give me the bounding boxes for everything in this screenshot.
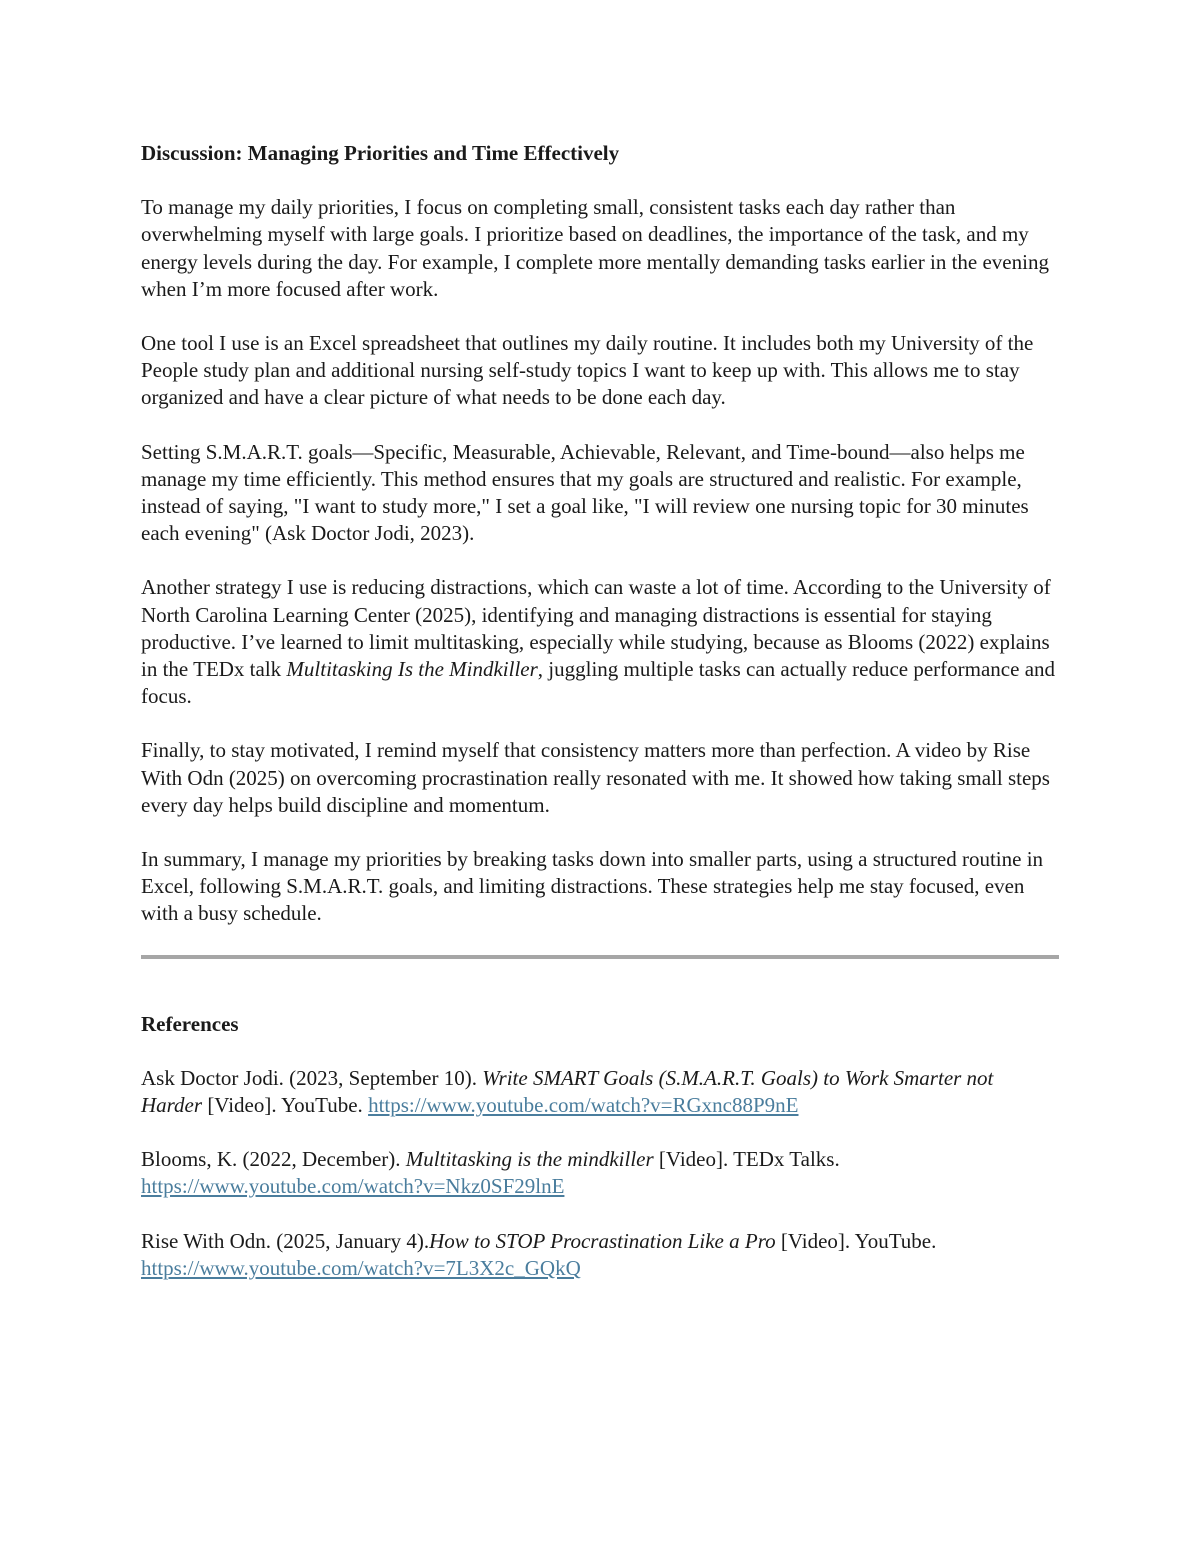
reference-1-link[interactable]: https://www.youtube.com/watch?v=RGxnc88P9nE — [368, 1093, 799, 1118]
reference-3-title: How to STOP Procrastination Like a Pro — [429, 1228, 776, 1253]
paragraph-4-text-a: Another strategy I use is reducing distractions, which can waste a lot of time. According to the University of North Carolina Learning Center (2025), identifying and managing distractions is essential for staying productive. I’ve learned to limit multitasking, especially while studying, because as Blooms (2022) explains in the TEDx talk — [141, 575, 1051, 682]
reference-3-author: Rise With Odn. (2025, January 4). — [141, 1228, 430, 1253]
reference-item — [141, 1065, 1059, 1119]
paragraph-1: To manage my daily priorities, I focus on completing small, consistent tasks each day rather than overwhelming myself with large goals. I prioritize based on deadlines, the importance of the task, and my energy levels during the day. For example, I complete more mentally demanding tasks earlier in the evening when I’m more focused after work. — [141, 195, 1049, 301]
document-title: Discussion: Managing Priorities and Time Effectively — [141, 141, 620, 165]
reference-2-link[interactable]: https://www.youtube.com/watch?v=Nkz0SF29lnE — [141, 1174, 565, 1199]
paragraph-4-text-b: , juggling multiple tasks can actually reduce performance and focus. — [141, 657, 1056, 709]
paragraph-4 — [141, 574, 1059, 710]
reference-2-title: Multitasking is the mindkiller — [405, 1147, 654, 1172]
paragraph-5: Finally, to stay motivated, I remind myself that consistency matters more than perfection. A video by Rise With Odn (2025) on overcoming procrastination really resonated with me. It showed how taking small steps every day helps build discipline and momentum. — [141, 738, 1050, 817]
reference-2-author: Blooms, K. (2022, December). — [141, 1147, 406, 1172]
reference-1-author: Ask Doctor Jodi. (2023, September 10). — [141, 1065, 483, 1090]
reference-item — [141, 1146, 1059, 1200]
reference-1-source: [Video]. YouTube. — [202, 1093, 369, 1118]
paragraph-6: In summary, I manage my priorities by breaking tasks down into smaller parts, using a structured routine in Excel, following S.M.A.R.T. goals, and limiting distractions. These strategies help me stay focused, even with a busy schedule. — [141, 847, 1044, 926]
reference-item — [141, 1228, 1059, 1282]
document-page — [141, 140, 1059, 1309]
horizontal-rule — [141, 955, 1059, 959]
paragraph-4-talk-title: Multitasking Is the Mindkiller — [286, 657, 538, 682]
paragraph-2: One tool I use is an Excel spreadsheet that outlines my daily routine. It includes both my University of the People study plan and additional nursing self-study topics I want to keep up with. This allows me to stay organized and have a clear picture of what needs to be done each day. — [141, 331, 1034, 410]
reference-3-source: [Video]. YouTube. — [775, 1228, 937, 1253]
reference-1-title: Write SMART Goals (S.M.A.R.T. Goals) to Work Smarter not Harder — [141, 1065, 994, 1118]
paragraph-3: Setting S.M.A.R.T. goals—Specific, Measurable, Achievable, Relevant, and Time-bound—also helps me manage my time efficiently. This method ensures that my goals are structured and realistic. For example, instead of saying, "I want to study more," I set a goal like, "I will review one nursing topic for 30 minutes each evening" (Ask Doctor Jodi, 2023). — [141, 439, 1029, 546]
reference-3-link[interactable]: https://www.youtube.com/watch?v=7L3X2c_GQkQ — [141, 1255, 581, 1280]
reference-2-source: [Video]. TEDx Talks. — [653, 1147, 840, 1172]
references-heading: References — [141, 1011, 239, 1036]
